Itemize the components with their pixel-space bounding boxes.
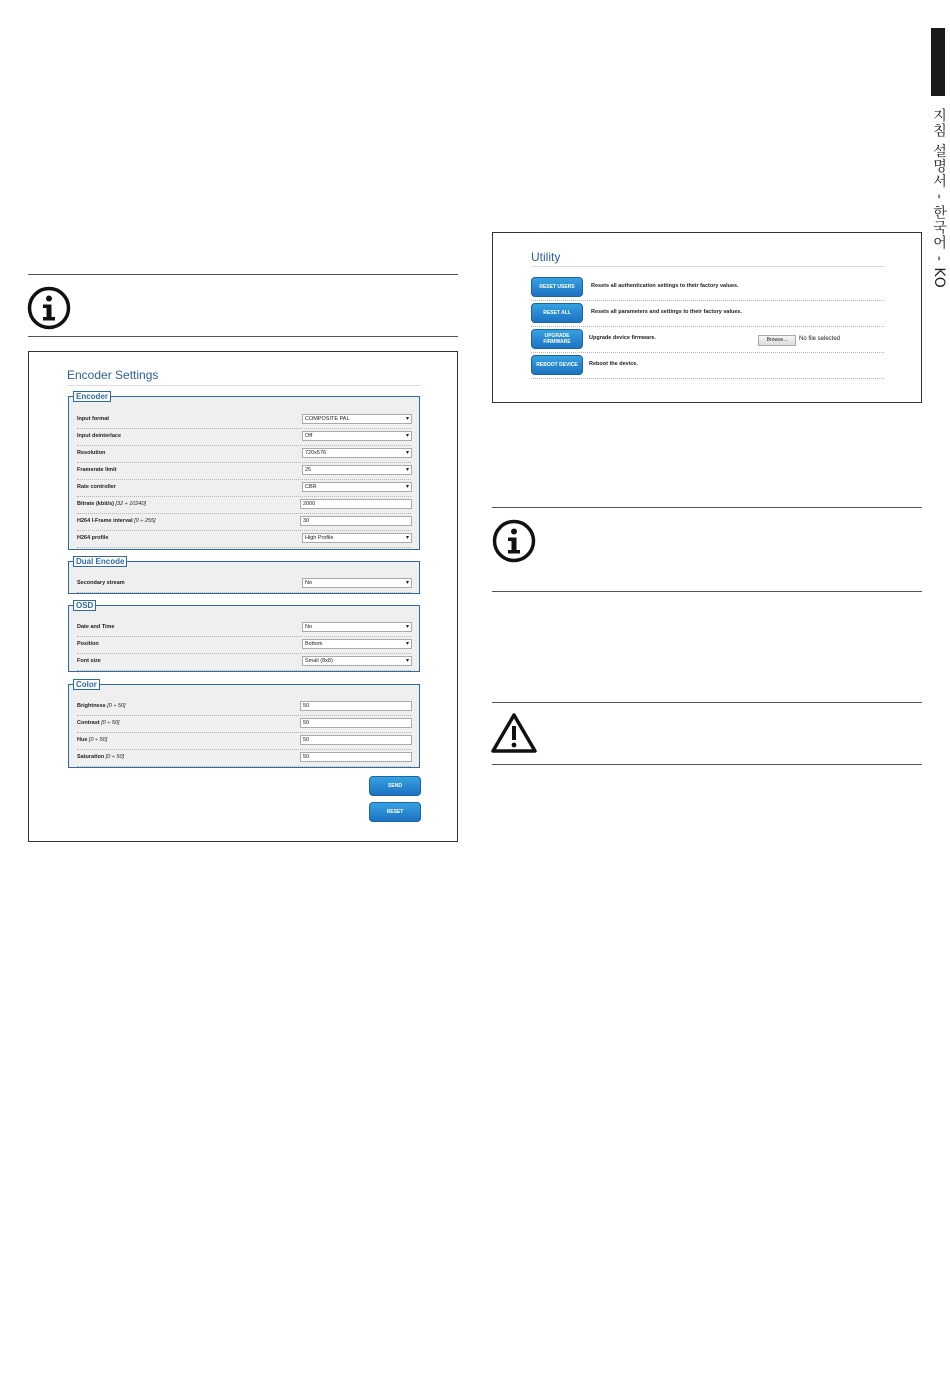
upgrade-firmware-button[interactable]: UPGRADE FIRMWARE: [531, 329, 583, 349]
setting-row: [77, 653, 411, 671]
saturation-input[interactable]: 50: [300, 752, 412, 762]
utility-description: Resets all authentication settings to their factory values.: [591, 283, 739, 289]
group-legend: Dual Encode: [73, 556, 127, 567]
file-status: No file selected: [799, 336, 841, 342]
setting-row: [77, 749, 411, 767]
secondary-stream-select[interactable]: No ▾: [302, 578, 412, 588]
setting-label: Framerate limit: [77, 467, 117, 473]
iframe-interval-input[interactable]: 30: [300, 516, 412, 526]
color-group: [68, 679, 420, 768]
setting-label: Contrast [0 ÷ 50]: [77, 720, 120, 726]
title-underline: [67, 385, 421, 386]
group-legend: OSD: [73, 600, 96, 611]
utility-description: Resets all parameters and settings to their factory values.: [591, 309, 743, 315]
utility-description: Upgrade device firmware.: [589, 335, 656, 341]
utility-row: [531, 326, 884, 353]
font-size-select[interactable]: Small (8x8) ▾: [302, 656, 412, 666]
setting-row: [77, 636, 411, 654]
language-tab-marker: [931, 28, 945, 96]
reset-users-button[interactable]: RESET USERS: [531, 277, 583, 297]
reset-all-button[interactable]: RESET ALL: [531, 303, 583, 323]
language-tab-label: 지침 설명서 - 한국어 - KO: [931, 108, 947, 289]
input-format-select[interactable]: COMPOSITE PAL ▾: [302, 414, 412, 424]
page-title: Encoder Settings: [67, 368, 159, 382]
utility-row: [531, 352, 884, 379]
setting-row: [77, 496, 411, 514]
setting-row: [77, 698, 411, 716]
setting-label: Input format: [77, 416, 110, 422]
setting-row: [77, 619, 411, 637]
setting-row: [77, 479, 411, 497]
hue-input[interactable]: 50: [300, 735, 412, 745]
rate-controller-select[interactable]: CBR ▾: [302, 482, 412, 492]
setting-label: Position: [77, 641, 99, 647]
setting-label: Hue [0 ÷ 50]: [77, 737, 108, 743]
resolution-select[interactable]: 720x576 ▾: [302, 448, 412, 458]
osd-group: [68, 600, 420, 672]
note-divider-bottom: [28, 336, 458, 337]
setting-row: [77, 411, 411, 429]
setting-label: H264 profile: [77, 535, 109, 541]
setting-label: Brightness [0 ÷ 50]: [77, 703, 126, 709]
info-icon: [492, 519, 536, 563]
warning-divider-bottom: [492, 764, 922, 765]
bitrate-input[interactable]: 2000: [300, 499, 412, 509]
warning-icon: [491, 712, 537, 754]
setting-row: [77, 575, 411, 593]
reboot-device-button[interactable]: REBOOT DEVICE: [531, 355, 583, 375]
position-select[interactable]: Bottom ▾: [302, 639, 412, 649]
send-button[interactable]: SEND: [369, 776, 421, 796]
note-divider-top: [492, 507, 922, 508]
dual-encode-group: [68, 556, 420, 594]
setting-row: [77, 445, 411, 463]
h264-profile-select[interactable]: High Profile ▾: [302, 533, 412, 543]
warning-divider-top: [492, 702, 922, 703]
setting-row: [77, 513, 411, 531]
date-time-select[interactable]: No ▾: [302, 622, 412, 632]
encoder-group: [68, 391, 420, 550]
info-icon: [27, 286, 71, 330]
group-legend: Encoder: [73, 391, 111, 402]
page-title: Utility: [531, 250, 561, 264]
note-divider-top: [28, 274, 458, 275]
setting-label: Secondary stream: [77, 580, 125, 586]
setting-label: Bitrate (kbit/s) [32 ÷ 10240]: [77, 501, 147, 507]
brightness-input[interactable]: 50: [300, 701, 412, 711]
group-legend: Color: [73, 679, 100, 690]
reset-button[interactable]: RESET: [369, 802, 421, 822]
utility-description: Reboot the device.: [589, 361, 638, 367]
utility-row: [531, 274, 884, 301]
setting-label: Rate controller: [77, 484, 116, 490]
utility-screenshot: [492, 232, 922, 403]
contrast-input[interactable]: 50: [300, 718, 412, 728]
title-underline: [531, 266, 885, 267]
setting-row: [77, 462, 411, 480]
browse-button[interactable]: Browse...: [758, 335, 796, 346]
setting-label: Saturation [0 ÷ 50]: [77, 754, 125, 760]
setting-label: Input deinterlace: [77, 433, 122, 439]
setting-row: [77, 715, 411, 733]
setting-label: Font size: [77, 658, 101, 664]
setting-row: [77, 732, 411, 750]
encoder-settings-screenshot: [28, 351, 458, 842]
setting-label: Date and Time: [77, 624, 115, 630]
utility-row: [531, 300, 884, 327]
input-deinterlace-select[interactable]: Off ▾: [302, 431, 412, 441]
setting-row: [77, 428, 411, 446]
setting-label: Resolution: [77, 450, 106, 456]
setting-row: [77, 530, 411, 548]
framerate-limit-select[interactable]: 25 ▾: [302, 465, 412, 475]
note-divider-bottom: [492, 591, 922, 592]
setting-label: H264 I-Frame interval [0 ÷ 255]: [77, 518, 156, 524]
